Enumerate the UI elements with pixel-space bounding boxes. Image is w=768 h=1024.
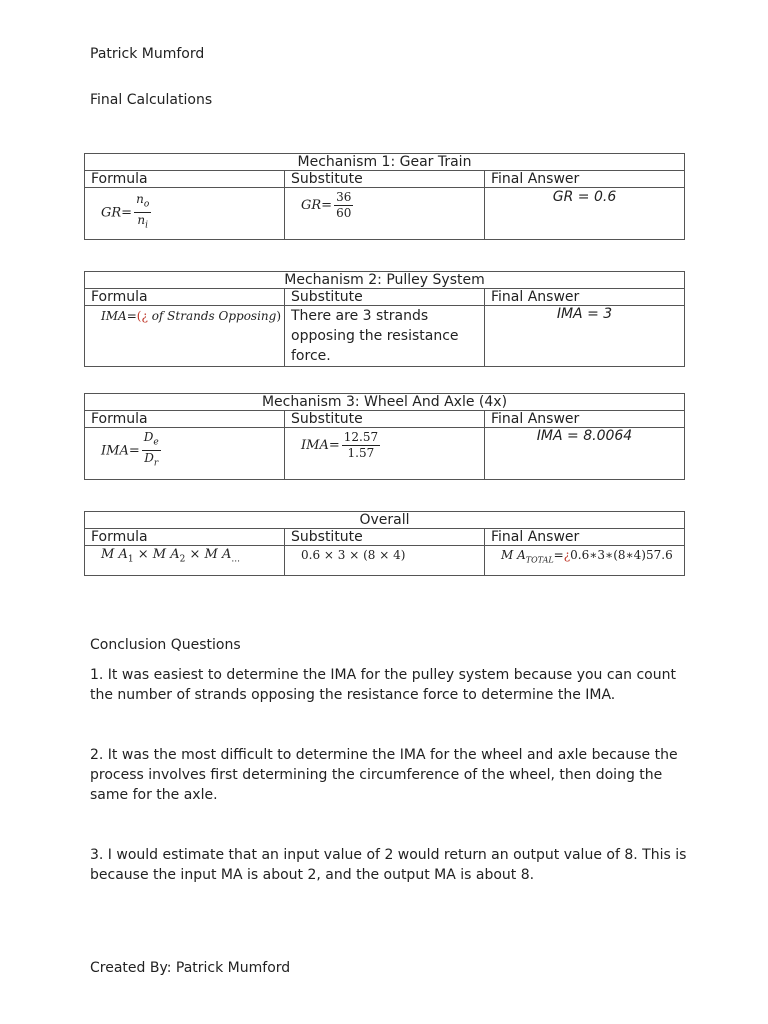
formula-paren-close: ) — [276, 309, 282, 323]
final-answer-header: Final Answer — [485, 529, 685, 546]
answer-glyph: ¿ — [563, 548, 571, 562]
mechanism-1-substitute — [285, 188, 485, 240]
substitute-denominator: 1.57 — [347, 446, 375, 460]
formula-denominator-sub: i — [145, 220, 148, 231]
overall-answer — [485, 546, 685, 576]
mechanism-3-title: Mechanism 3: Wheel And Axle (4x) — [85, 394, 685, 411]
mechanism-2-formula — [85, 306, 285, 367]
created-by: Created By: Patrick Mumford — [90, 960, 291, 976]
substitute-text: There are 3 strands opposing the resistance force. — [291, 308, 459, 364]
formula-paren-open: ( — [136, 309, 142, 323]
overall-title: Overall — [85, 512, 685, 529]
equals-symbol: = — [553, 548, 564, 562]
formula-term-a-sub: 1 — [127, 554, 134, 565]
substitute-expression: 0.6 × 3 × (8 × 4) — [301, 548, 406, 562]
formula-numerator-sub: o — [143, 199, 150, 210]
conclusion-answer-3: 3. I would estimate that an input value of 2 would return an output value of 8. This is because the input MA is about 2, and the output MA is about 8. — [90, 847, 687, 883]
answer-value: IMA = 8.0064 — [536, 428, 633, 444]
substitute-lhs: IMA= — [301, 438, 340, 453]
mechanism-1-formula — [85, 188, 285, 240]
substitute-denominator: 60 — [336, 206, 352, 220]
formula-glyph: ¿ — [141, 309, 148, 323]
overall-formula — [85, 546, 285, 576]
document-subtitle: Final Calculations — [90, 92, 213, 108]
formula-denominator-sub: r — [153, 458, 159, 469]
final-answer-header: Final Answer — [485, 411, 685, 428]
times-symbol: × — [133, 547, 153, 562]
substitute-header: Substitute — [285, 171, 485, 188]
answer-value: GR = 0.6 — [552, 189, 617, 205]
conclusion-heading: Conclusion Questions — [90, 637, 241, 653]
mechanism-2-title: Mechanism 2: Pulley System — [85, 272, 685, 289]
formula-lhs: IMA= — [101, 309, 137, 323]
formula-term-b-sub: 2 — [179, 554, 186, 565]
answer-value: IMA = 3 — [556, 306, 613, 322]
mechanism-3-substitute — [285, 428, 485, 480]
times-symbol: × — [185, 547, 205, 562]
formula-lhs: IMA= — [101, 443, 140, 459]
formula-numerator-sub: e — [153, 437, 159, 448]
mechanism-2-substitute — [285, 306, 485, 367]
mechanism-3-formula — [85, 428, 285, 480]
mechanism-1-table — [84, 153, 685, 240]
conclusion-answer-2: 2. It was the most difficult to determine the IMA for the wheel and axle because the process involves first determining the circumference of the wheel, then doing the same for the axle. — [90, 747, 678, 803]
mechanism-2-table — [84, 271, 685, 367]
answer-lhs: M A — [501, 548, 526, 562]
formula-term-b: M A — [152, 547, 180, 562]
overall-table — [84, 511, 685, 576]
formula-header: Formula — [85, 529, 285, 546]
answer-lhs-sub: TOTAL — [525, 555, 554, 565]
substitute-numerator: 36 — [336, 190, 352, 204]
mechanism-1-title: Mechanism 1: Gear Train — [85, 154, 685, 171]
mechanism-3-answer — [485, 428, 685, 480]
formula-term-c: M A — [204, 547, 232, 562]
formula-denominator: n — [137, 213, 146, 228]
mechanism-1-answer — [485, 188, 685, 240]
formula-denominator: D — [144, 451, 154, 466]
substitute-lhs: GR= — [301, 198, 333, 213]
formula-numerator: D — [143, 430, 154, 444]
substitute-header: Substitute — [285, 529, 485, 546]
final-answer-header: Final Answer — [485, 171, 685, 188]
formula-header: Formula — [85, 289, 285, 306]
formula-text: of Strands Opposing — [147, 309, 277, 323]
formula-lhs: GR= — [101, 205, 133, 221]
conclusion-answer-1: 1. It was easiest to determine the IMA for the pulley system because you can count the number of strands opposing the resistance force to determine the IMA. — [90, 667, 676, 703]
formula-numerator: n — [136, 192, 144, 206]
overall-substitute — [285, 546, 485, 576]
final-answer-header: Final Answer — [485, 289, 685, 306]
mechanism-2-answer — [485, 306, 685, 367]
mechanism-3-table — [84, 393, 685, 480]
formula-header: Formula — [85, 411, 285, 428]
formula-header: Formula — [85, 171, 285, 188]
substitute-header: Substitute — [285, 411, 485, 428]
formula-term-a: M A — [101, 547, 128, 562]
substitute-numerator: 12.57 — [343, 430, 379, 444]
substitute-header: Substitute — [285, 289, 485, 306]
formula-term-c-sub: ... — [231, 554, 240, 565]
answer-expression: 0.6∗3∗(8∗4)57.6 — [570, 548, 673, 562]
author-name: Patrick Mumford — [90, 46, 205, 62]
